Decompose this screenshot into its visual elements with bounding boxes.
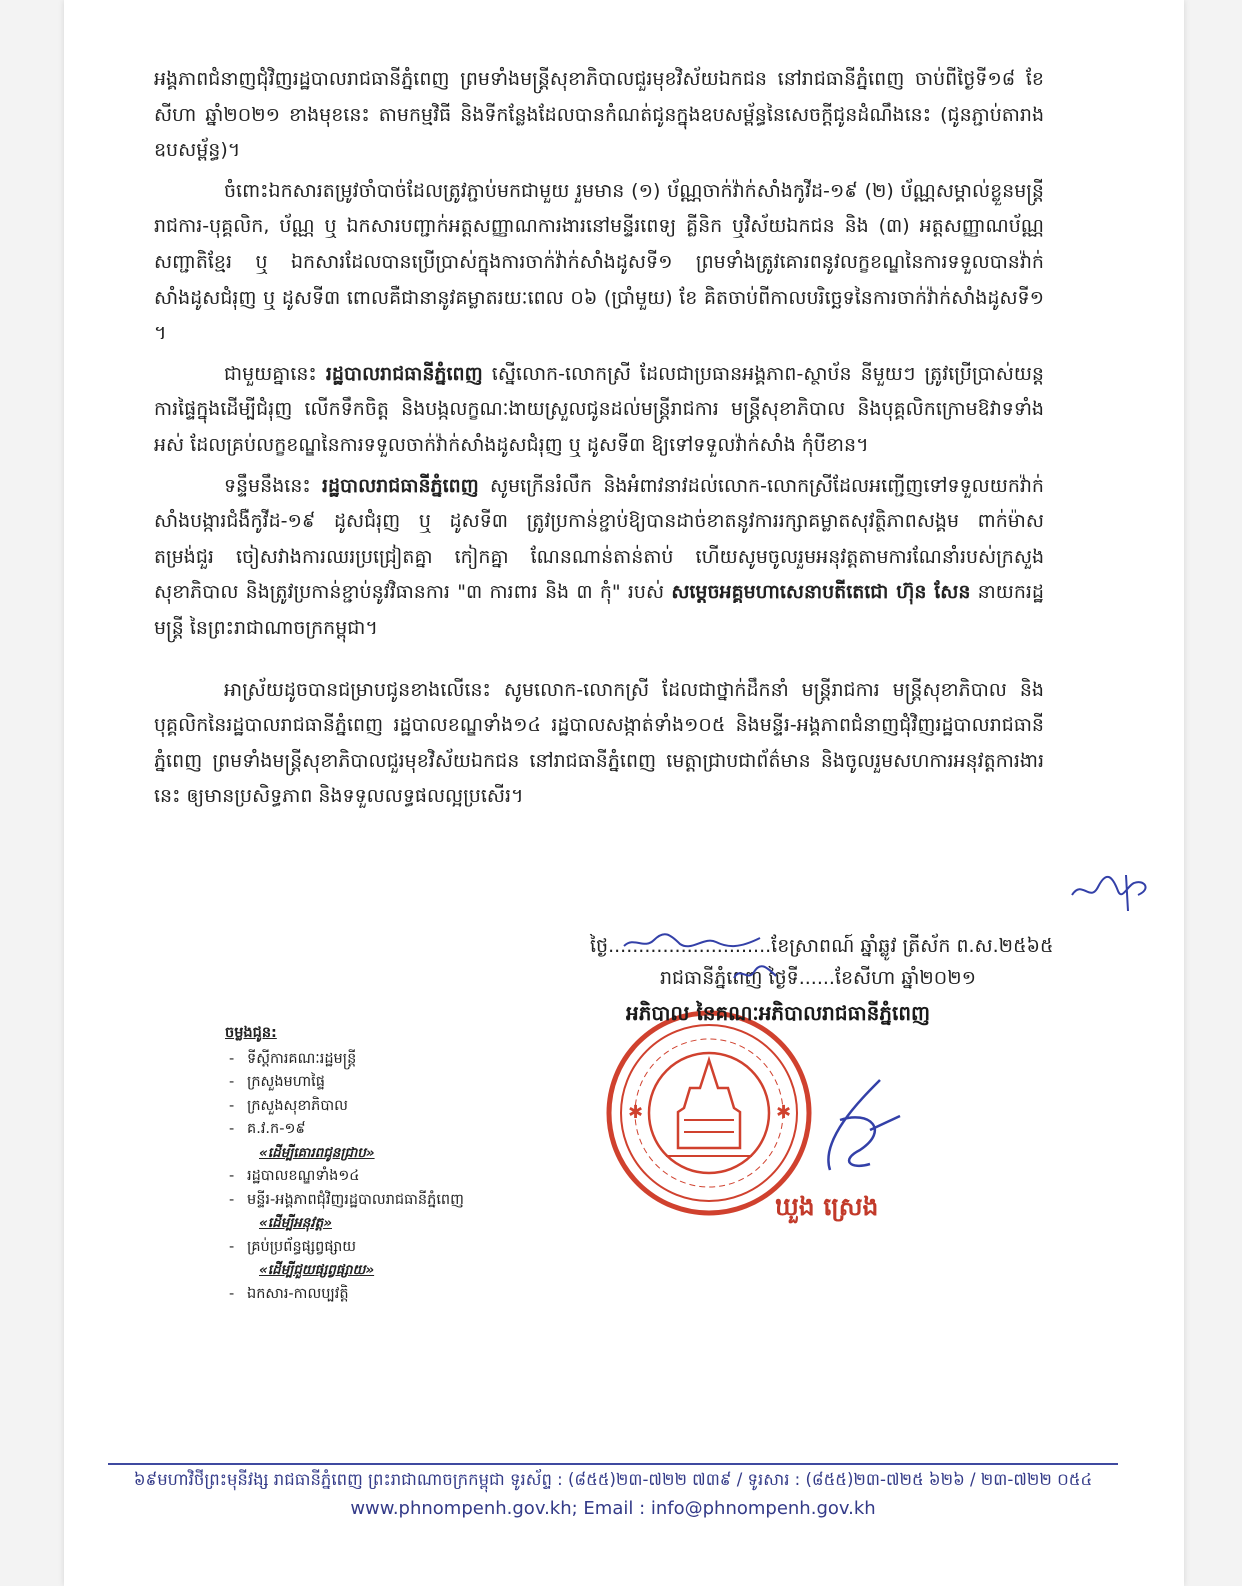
footer-divider xyxy=(108,1463,1118,1465)
handwritten-initials xyxy=(1068,865,1158,915)
handwritten-day-mark xyxy=(730,960,780,986)
signature xyxy=(800,1060,910,1180)
cc-item: - គ.វ.ក-១៩ xyxy=(229,1121,306,1137)
cc-item: - មន្ទីរ-អង្គភាពជុំវិញរដ្ឋបាលរាជធានីភ្នំពេញ xyxy=(229,1191,464,1208)
paragraph-4-middle: សូមក្រើនរំលឹក និងអំពាវនាវដល់លោក-លោកស្រីដែលអញ្ជើញទៅទទួលយកវ៉ាក់សាំងបង្ការជំងឺកូវីដ-១៩ ដូសជំរុញ ឬ ដូសទី៣ ត្រូវប្រកាន់ខ្ជាប់ឱ្យបានដាច់ខាតនូវការរក្សាគម្លាតសុវត្ថិភាពសង្គម ពាក់ម៉ាស តម្រង់ជួរ ចៀសវាងការឈរប្រជ្រៀតគ្នា កៀកគ្នា ណែនណាន់តាន់តាប់ ហើយសូមចូលរួមអនុវត្តតាមការណែនាំរបស់ក្រសួងសុខាភិបាល និងត្រូវប្រកាន់ខ្ជាប់នូវវិធានការ "៣ ការពារ និង ៣ កុំ" របស់ xyxy=(154,474,1044,604)
paragraph-3-rest: ស្នើលោក-លោកស្រី ដែលជាប្រធានអង្គភាព-ស្ថាប័ន នីមួយៗ ត្រូវប្រើប្រាស់យន្តការផ្ទៃក្នុងដើម្បីជំរុញ លើកទឹកចិត្ត និងបង្កលក្ខណៈងាយស្រួលជូនដល់មន្ត្រីរាជការ មន្ត្រីសុខាភិបាល និងបុគ្គលិកក្រោមឱវាទទាំងអស់ ដែលគ្រប់លក្ខខណ្ឌនៃការទទួលចាក់វ៉ាក់សាំងដូសជំរុញ ឬ ដូសទី៣ ឱ្យទៅទទួលវ៉ាក់សាំង កុំបីខាន។ xyxy=(154,362,1044,456)
cc-item: - ក្រសួងសុខាភិបាល xyxy=(229,1097,348,1114)
signatory-title: អភិបាល នៃគណៈអភិបាលរាជធានីភ្នំពេញ xyxy=(626,1001,931,1025)
signatory-name: ឃួង ស្រេង xyxy=(775,1192,879,1221)
paragraph-5: អាស្រ័យដូចបានជម្រាបជូនខាងលើនេះ សូមលោក-លោកស្រី ដែលជាថ្នាក់ដឹកនាំ មន្ត្រីរាជការ មន្ត្រីសុខាភិបាល និងបុគ្គលិកនៃរដ្ឋបាលរាជធានីភ្នំពេញ រដ្ឋបាលខណ្ឌទាំង១៤ រដ្ឋបាលសង្កាត់ទាំង១០៥ និងមន្ទីរ-អង្គភាពជំនាញជុំវិញរដ្ឋបាលរាជធានីភ្នំពេញ ព្រមទាំងមន្ត្រីសុខាភិបាលជួរមុខវិស័យឯកជន នៅរាជធានីភ្នំពេញ មេត្តាជ្រាបជាព័ត៌មាន និងចូលរួមសហការអនុវត្តការងារនេះ ឲ្យមានប្រសិទ្ធភាព និងទទួលលទ្ធផលល្អប្រសើរ។ xyxy=(154,678,1044,808)
svg-text:✱: ✱ xyxy=(776,1102,792,1123)
cc-item: - ទីស្តីការគណៈរដ្ឋមន្ត្រី xyxy=(229,1050,357,1067)
paragraph-4-lead: ទន្ទឹមនឹងនេះ xyxy=(224,474,322,497)
cc-title: ចម្លងជូន: xyxy=(225,1025,277,1041)
paragraph-4-end: នាយករដ្ឋមន្ត្រី នៃព្រះរាជាណាចក្រកម្ពុជា។ xyxy=(154,581,1044,639)
cc-item: - គ្រប់ប្រព័ន្ធផ្សព្វផ្សាយ xyxy=(229,1238,357,1255)
cc-note: «ដើម្បីអនុវត្ត» xyxy=(259,1215,332,1231)
cc-note: «ដើម្បីជួយផ្សព្វផ្សាយ» xyxy=(259,1262,375,1278)
paragraph-3 xyxy=(154,357,1044,464)
cc-item: - រដ្ឋបាលខណ្ឌទាំង១៤ xyxy=(229,1168,360,1184)
paragraph-4-bold-1: រដ្ឋបាលរាជធានីភ្នំពេញ xyxy=(321,474,479,497)
footer-web-email: www.phnompenh.gov.kh; Email : info@phnompenh.gov.kh xyxy=(350,1498,876,1519)
paragraph-4-bold-2: សម្តេចអគ្គមហាសេនាបតីតេជោ ហ៊ុន សែន xyxy=(671,581,971,604)
svg-text:✱: ✱ xyxy=(628,1102,644,1123)
lunar-date: ថ្ងៃ...........................ខែស្រាពណ៍ ឆ្នាំឆ្លូវ ត្រីស័ក ព.ស.២៥៦៥ xyxy=(590,935,1054,957)
paragraph-4 xyxy=(154,469,1044,647)
paragraph-2: ចំពោះឯកសារតម្រូវចាំបាច់ដែលត្រូវភ្ជាប់មកជាមួយ រួមមាន (១) ប័ណ្ណចាក់វ៉ាក់សាំងកូវីដ-១៩ (២) ប័ណ្ណសម្គាល់ខ្លួនមន្ត្រីរាជការ-បុគ្គលិក, ប័ណ្ណ ឬ ឯកសារបញ្ជាក់អត្តសញ្ញាណការងារនៅមន្ទីរពេទ្យ គ្លីនិក ឬវិស័យឯកជន និង (៣) អត្តសញ្ញាណប័ណ្ណសញ្ជាតិខ្មែរ ឬ ឯកសារដែលបានប្រើប្រាស់ក្នុងការចាក់វ៉ាក់សាំងដូសទី១ ព្រមទាំងត្រូវគោរពនូវលក្ខខណ្ឌនៃការទទួលបានវ៉ាក់សាំងដូសជំរុញ ឬ ដូសទី៣ ពោលគឺជានានូវគម្លាតរយៈពេល ០៦ (ប្រាំមួយ) ខែ គិតចាប់ពីកាលបរិច្ឆេទនៃការចាក់វ៉ាក់សាំងដូសទី១ ។ xyxy=(154,179,1044,345)
handwritten-date-mark xyxy=(620,928,770,954)
cc-list xyxy=(225,1022,545,1306)
paragraph-3-bold: រដ្ឋបាលរាជធានីភ្នំពេញ xyxy=(325,362,483,385)
footer-address: ៦៩មហាវិថីព្រះមុនីវង្ស រាជធានីភ្នំពេញ ព្រះរាជាណាចក្រកម្ពុជា ទូរស័ព្ទ : (៨៥៥)២៣-៧២២ ៧៣៩ / ទូរសារ : (៨៥៥)២៣-៧២៥ ៦២៦ / ២៣-៧២២ ០៥៤ xyxy=(133,1470,1093,1489)
official-seal xyxy=(604,1008,814,1218)
cc-item: - ក្រសួងមហាផ្ទៃ xyxy=(229,1074,325,1090)
letter-body xyxy=(154,62,1044,820)
cc-item: - ឯកសារ-កាលប្បវត្តិ xyxy=(229,1285,349,1302)
solar-date: រាជធានីភ្នំពេញ ថ្ងៃទី......ខែសីហា ឆ្នាំ២០២១ xyxy=(660,967,976,989)
paragraph-1: អង្គភាពជំនាញជុំវិញរដ្ឋបាលរាជធានីភ្នំពេញ ព្រមទាំងមន្ត្រីសុខាភិបាលជួរមុខវិស័យឯកជន នៅរាជធានីភ្នំពេញ ចាប់ពីថ្ងៃទី១៨ ខែសីហា ឆ្នាំ២០២១ ខាងមុខនេះ តាមកម្មវិធី និងទីកន្លែងដែលបានកំណត់ជូនក្នុងឧបសម្ព័ន្ធនៃសេចក្តីជូនដំណឹងនេះ (ជូនភ្ជាប់តារាងឧបសម្ព័ន្ធ)។ xyxy=(154,68,1044,162)
paragraph-3-lead: ជាមួយគ្នានេះ xyxy=(224,362,326,385)
cc-note: «ដើម្បីគោរពជូនជ្រាប» xyxy=(259,1144,375,1161)
